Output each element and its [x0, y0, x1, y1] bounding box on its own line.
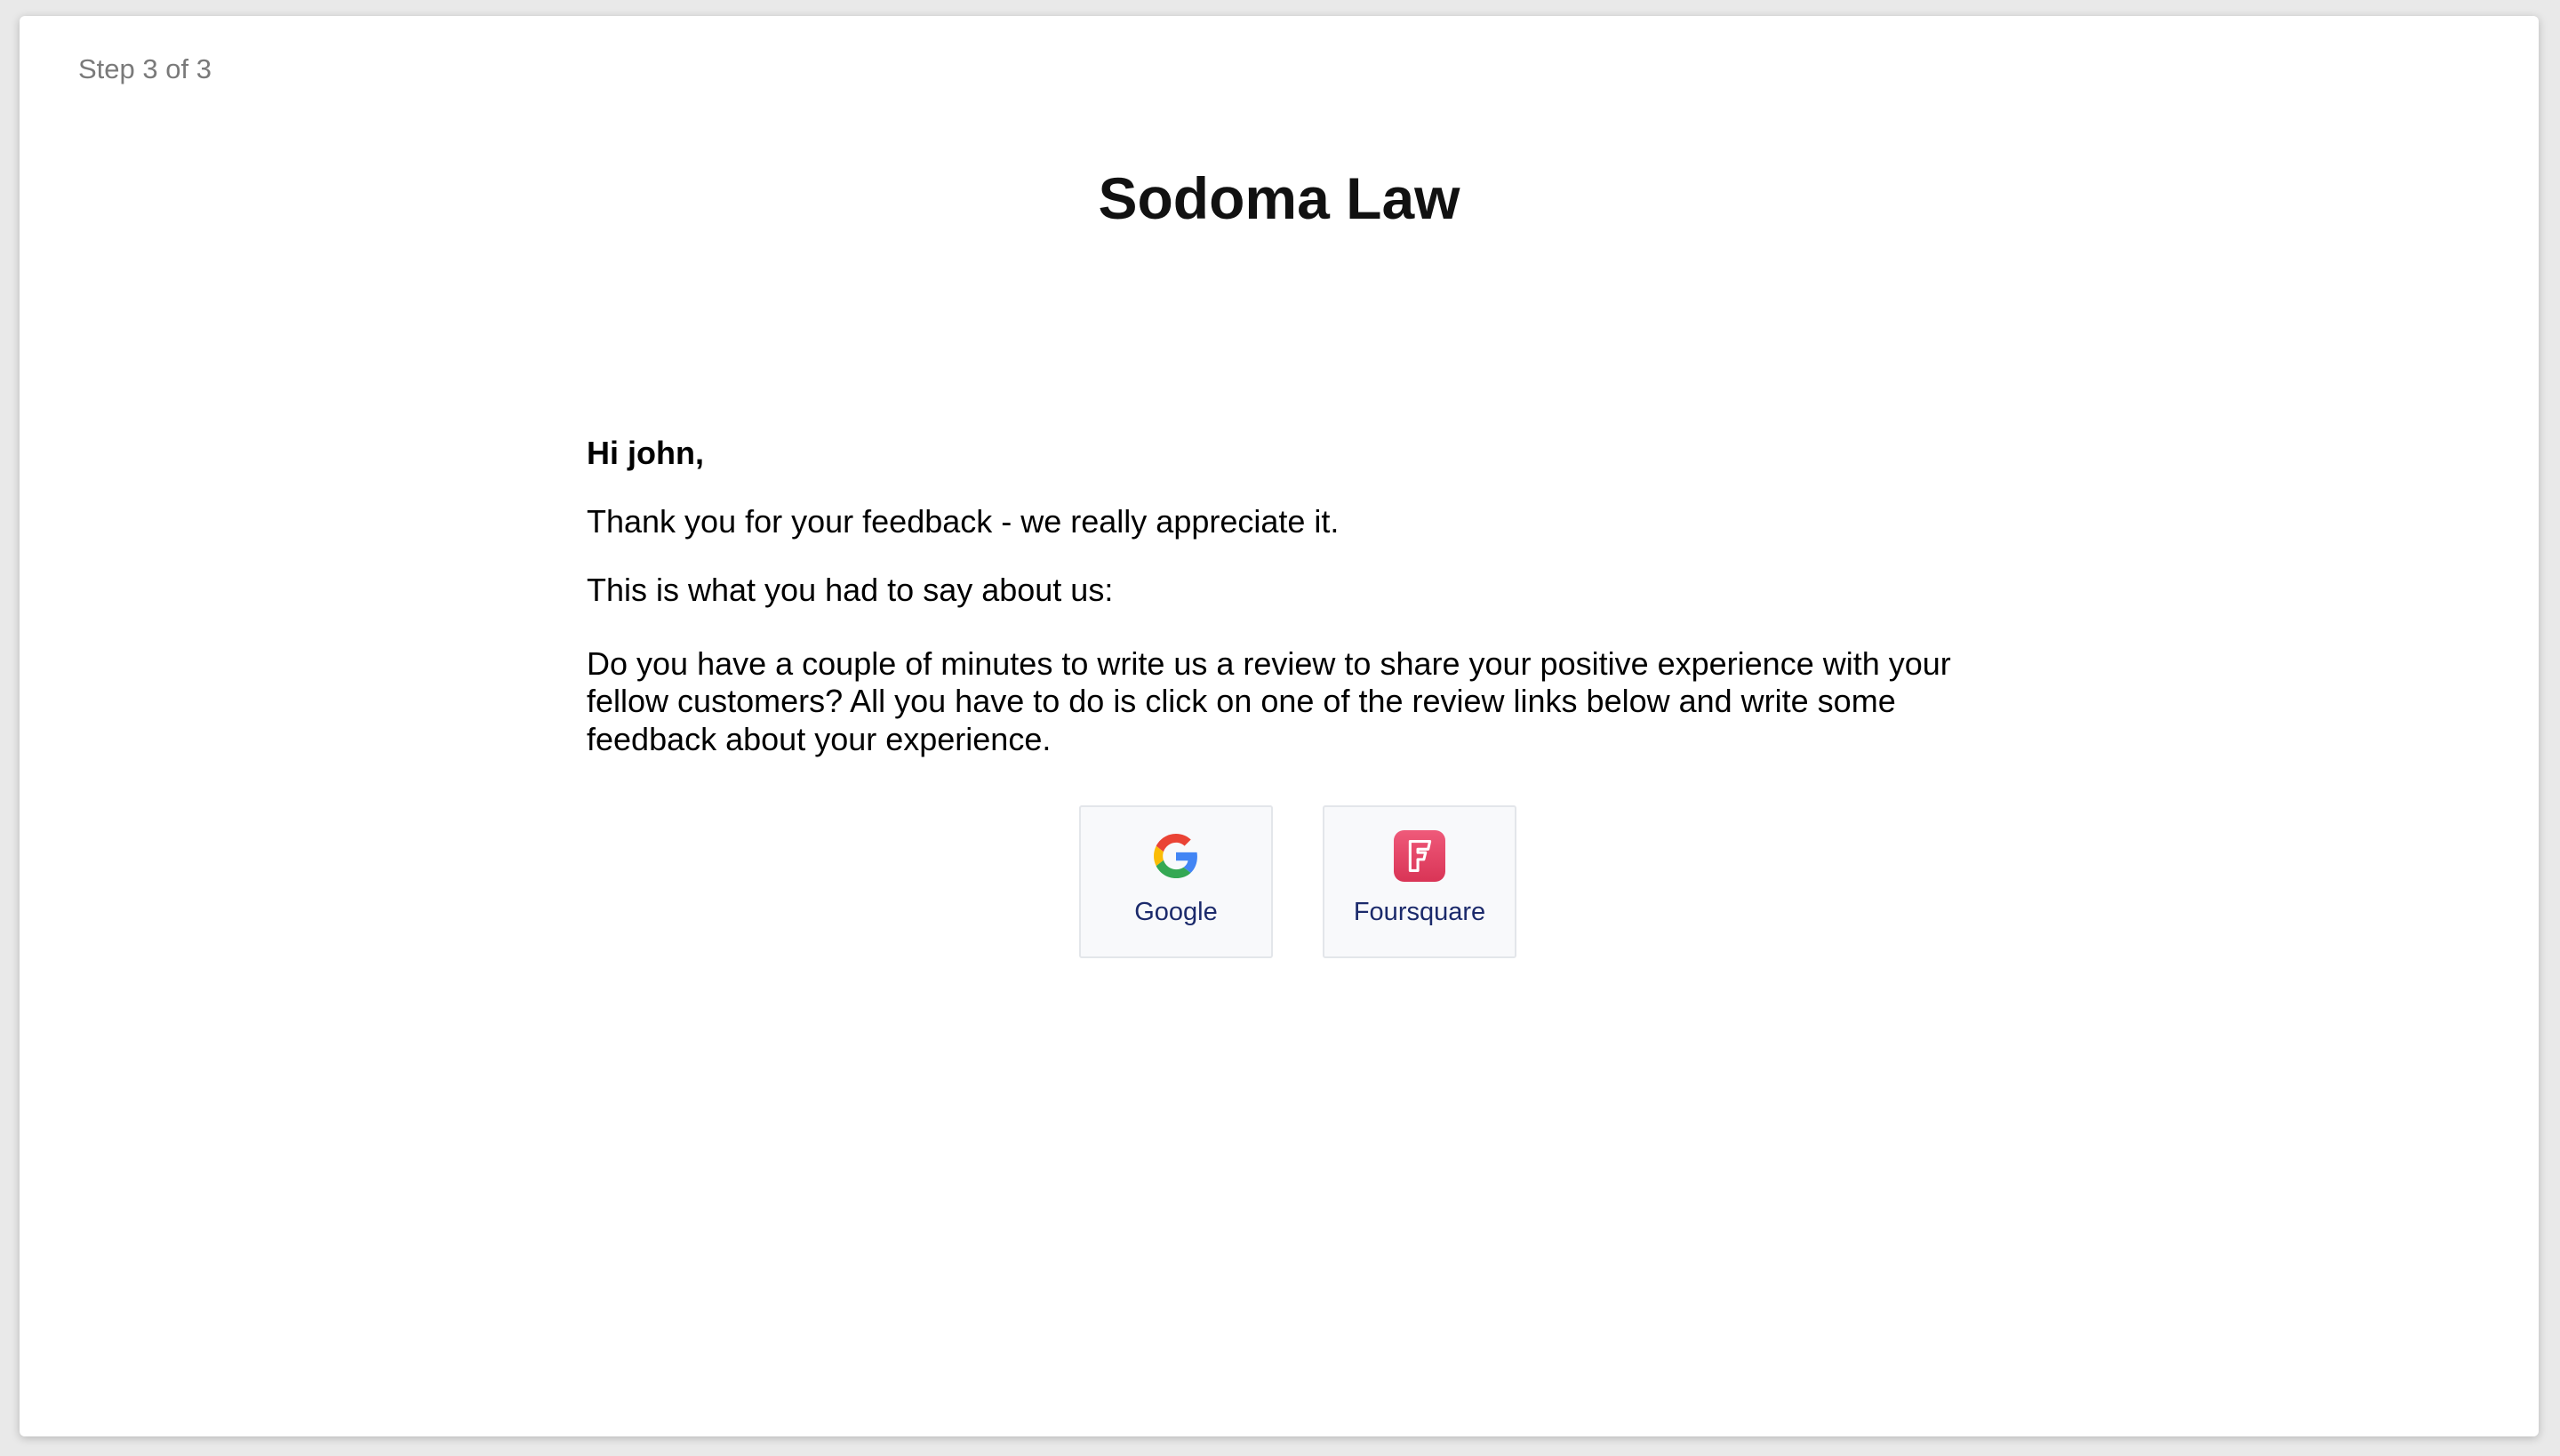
review-links	[1079, 805, 1516, 958]
foursquare-icon	[1394, 830, 1445, 882]
thanks-text: Thank you for your feedback - we really appreciate it.	[587, 503, 1340, 540]
google-label: Google	[1134, 898, 1218, 926]
step-indicator: Step 3 of 3	[78, 53, 212, 84]
foursquare-label: Foursquare	[1353, 898, 1486, 926]
review-request-text: Do you have a couple of minutes to write us a review to share your positive experience with your fellow customers? All you have to do is click on one of the review links below and write some feedback about your experience.	[587, 644, 1951, 757]
google-icon	[1150, 830, 1202, 882]
greeting-text: Hi john,	[587, 435, 704, 471]
message-body	[587, 434, 1973, 758]
review-request-card	[20, 16, 2539, 1436]
feedback-intro-text: This is what you had to say about us:	[587, 572, 1114, 609]
google-review-button[interactable]	[1079, 805, 1273, 958]
page-title: Sodoma Law	[1098, 165, 1460, 231]
foursquare-review-button[interactable]	[1323, 805, 1516, 958]
